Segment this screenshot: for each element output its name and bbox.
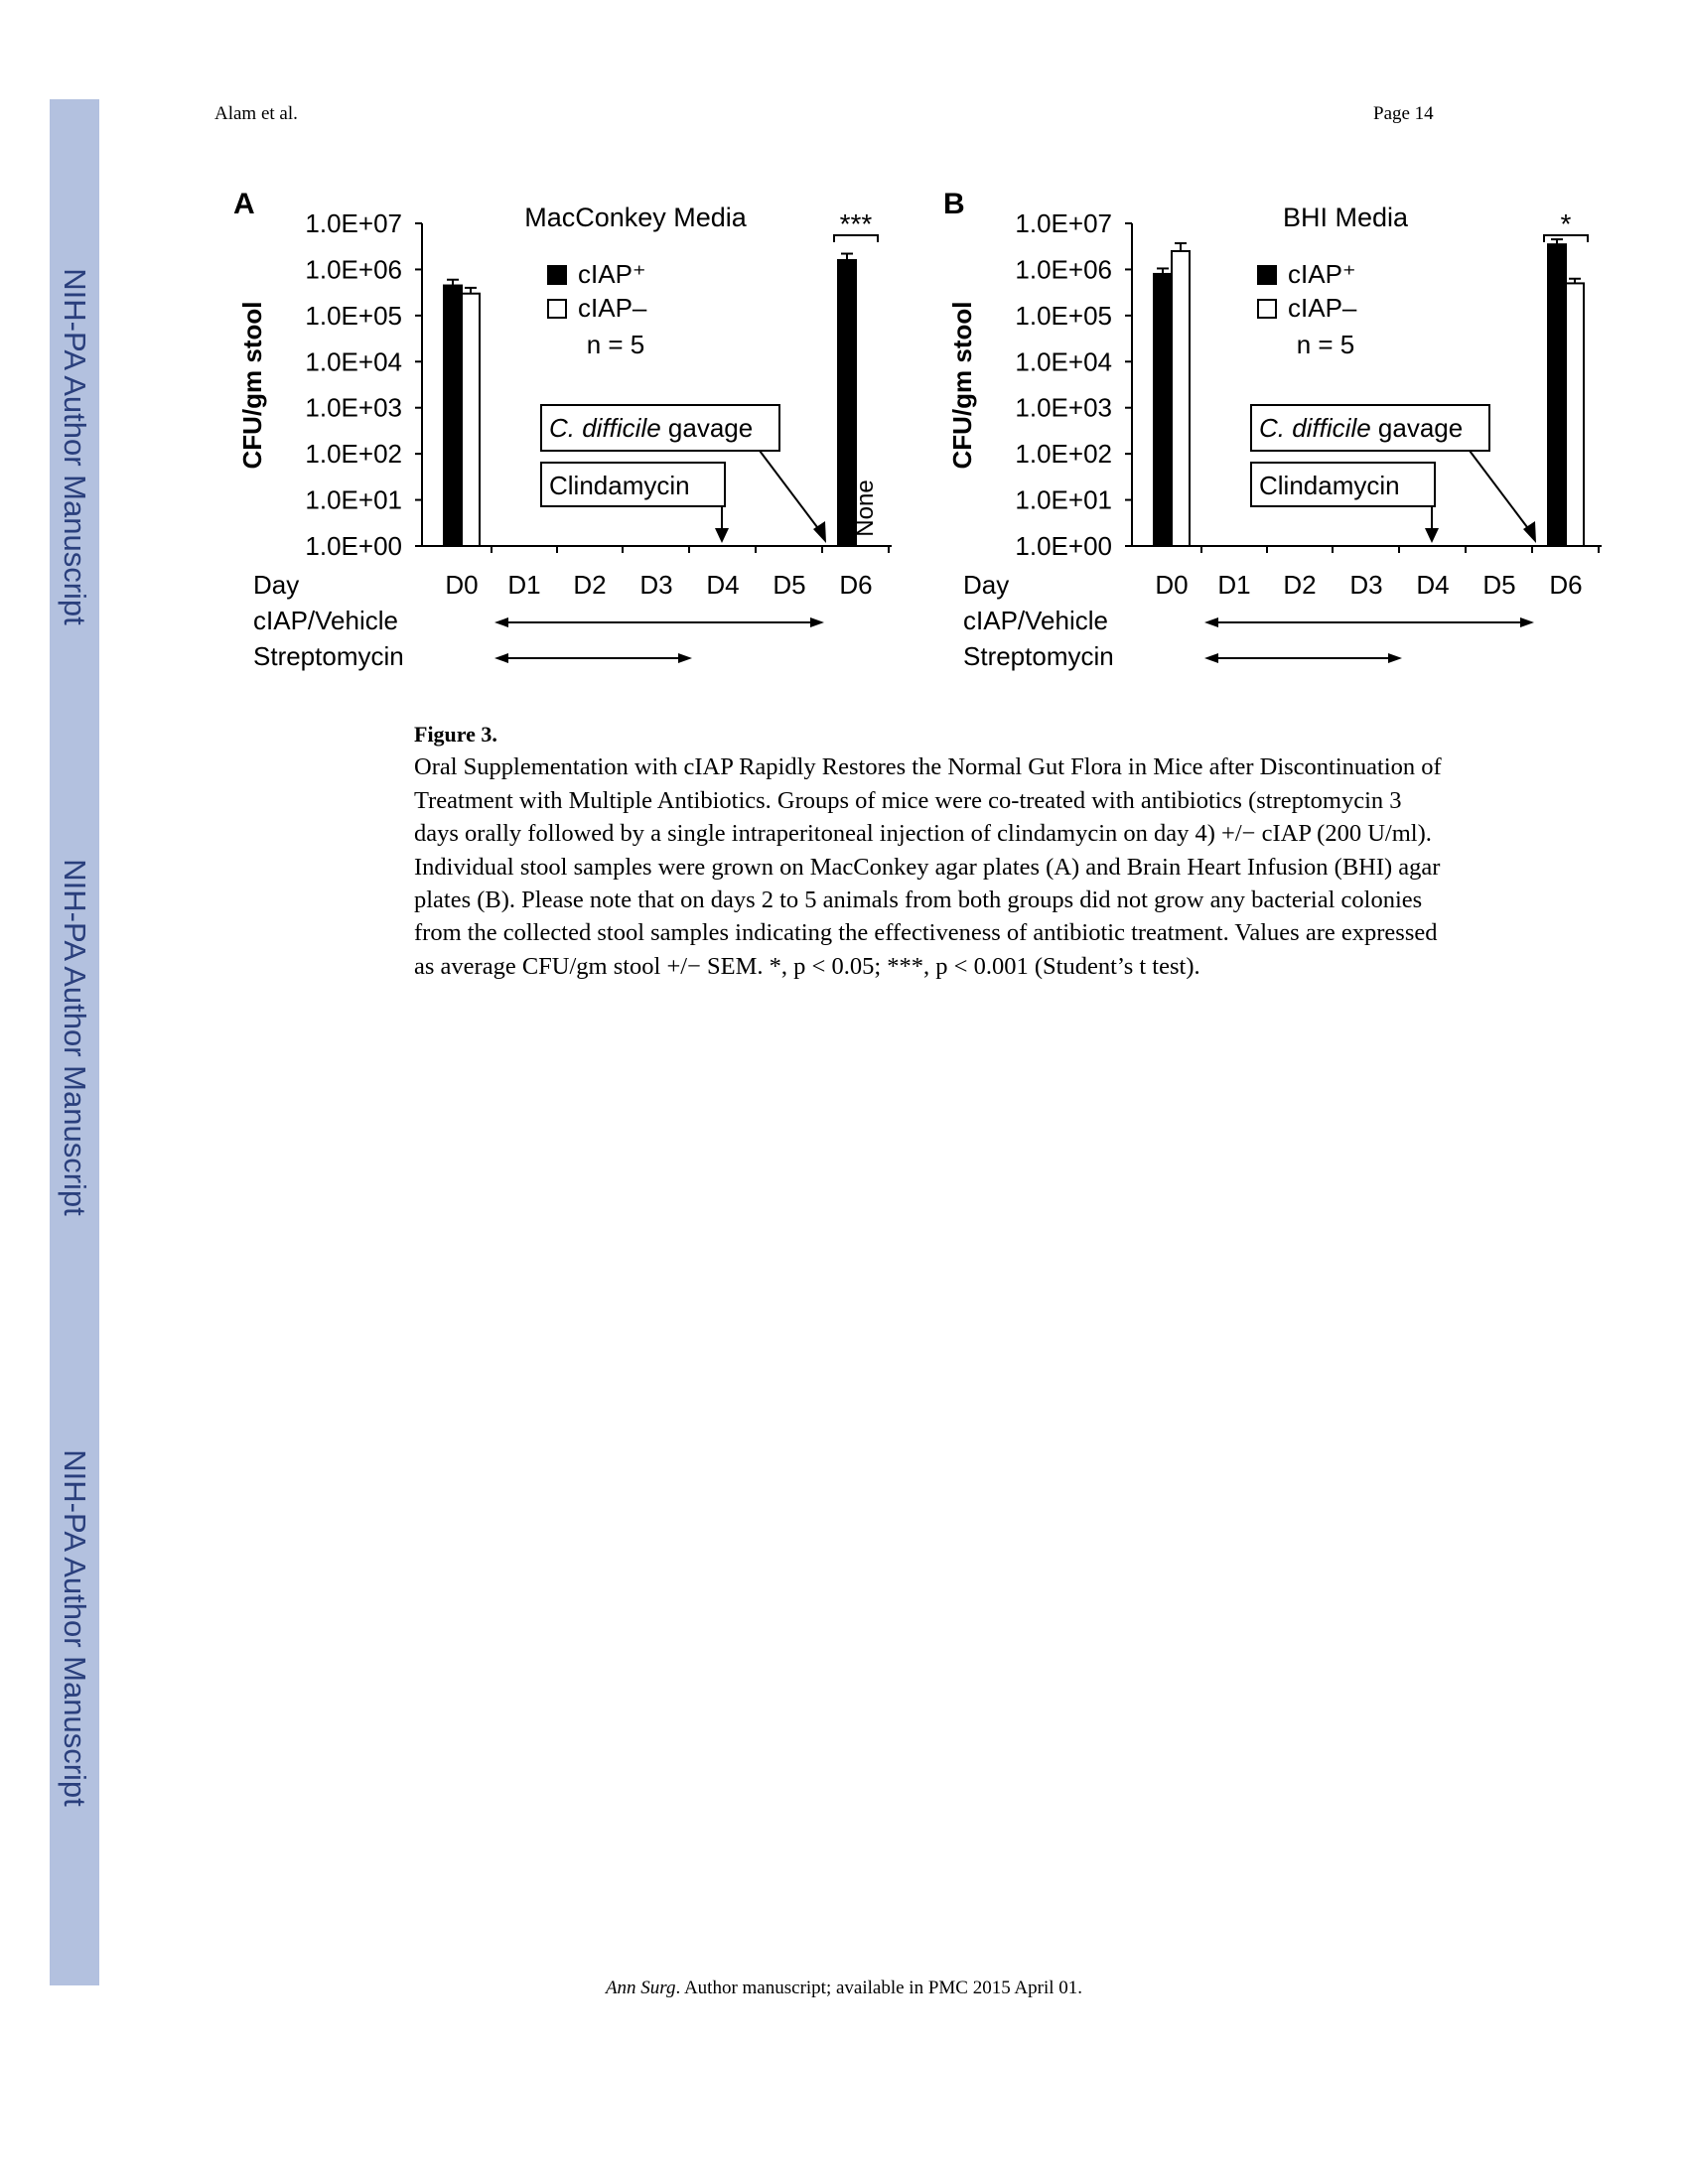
streptomycin-arrow-head-left	[1204, 653, 1218, 663]
row-label-day: Day	[253, 570, 300, 600]
page-number: Page 14	[1373, 103, 1434, 124]
y-tick-label: 1.0E+02	[305, 439, 402, 470]
legend-swatch-ciap-minus	[1258, 300, 1276, 318]
bar-ciap-plus-d0	[1154, 274, 1172, 546]
streptomycin-arrow-head-left	[494, 653, 508, 663]
clindamycin-label: Clindamycin	[1259, 471, 1400, 500]
gavage-arrow	[1470, 451, 1530, 531]
caption-text: Oral Supplementation with cIAP Rapidly Restores the Normal Gut Flora in Mice after Discontinuation of Treatment with Multiple Antibiotics. Groups of mice were co-treated with antibiotics (streptomycin 3 days orally followed by a single intraperitoneal injection of clindamycin on day 4) +/− cIAP (200 U/ml). Individual stool samples were grown on MacConkey agar plates (A) and Brain Heart Infusion (BHI) agar plates (B). Please note that on days 2 to 5 animals from both groups did not grow any bacterial colonies from the collected stool samples indicating the effectiveness of antibiotic treatment. Values are expressed as average CFU/gm stool +/− SEM. *, p < 0.05; ***, p < 0.001 (Student’s t test).	[414, 753, 1442, 980]
gavage-label	[549, 413, 753, 443]
journal-name: Ann Surg	[605, 1978, 676, 1998]
y-tick-label: 1.0E+06	[305, 254, 402, 285]
y-tick-label: 1.0E+00	[305, 531, 402, 561]
panel-a	[233, 188, 892, 671]
footer-citation	[0, 1978, 1688, 1999]
legend-label-ciap-minus: cIAP–	[578, 293, 647, 323]
clindamycin-arrow-head	[1425, 528, 1439, 543]
bar-ciap-plus-d6	[1548, 244, 1566, 546]
chart-title: MacConkey Media	[524, 203, 747, 232]
row-label-streptomycin: Streptomycin	[963, 641, 1114, 671]
gavage-word: gavage	[1370, 413, 1464, 443]
x-tick-label: D3	[639, 570, 673, 600]
ciap-vehicle-arrow-head-left	[494, 617, 508, 627]
x-tick-label: D0	[445, 570, 479, 600]
y-tick-label: 1.0E+05	[1015, 300, 1112, 331]
bar-ciap-minus-d6	[1566, 283, 1584, 546]
y-tick-label: 1.0E+03	[305, 392, 402, 423]
y-tick-label: 1.0E+06	[1015, 254, 1112, 285]
bar-ciap-minus-d0	[1172, 251, 1190, 546]
figure-caption	[414, 718, 1447, 983]
row-label-ciap-vehicle: cIAP/Vehicle	[963, 606, 1108, 635]
row-label-day: Day	[963, 570, 1010, 600]
panel-letter: A	[233, 188, 255, 220]
legend-swatch-ciap-plus	[1258, 266, 1276, 284]
x-tick-label: D5	[1482, 570, 1516, 600]
row-label-ciap-vehicle: cIAP/Vehicle	[253, 606, 398, 635]
x-tick-label: D6	[839, 570, 873, 600]
y-tick-label: 1.0E+00	[1015, 531, 1112, 561]
panel-letter: B	[943, 188, 965, 220]
y-tick-label: 1.0E+07	[305, 208, 402, 238]
ciap-vehicle-arrow-head-left	[1204, 617, 1218, 627]
x-tick-label: D4	[706, 570, 740, 600]
gavage-word: gavage	[660, 413, 754, 443]
panel-b	[943, 188, 1602, 671]
y-tick-label: 1.0E+07	[1015, 208, 1112, 238]
clindamycin-label: Clindamycin	[549, 471, 690, 500]
significance-marker: ***	[839, 208, 873, 239]
none-label: None	[852, 479, 879, 537]
y-tick-label: 1.0E+01	[1015, 484, 1112, 515]
y-tick-label: 1.0E+03	[1015, 392, 1112, 423]
legend-label-ciap-minus: cIAP–	[1288, 293, 1357, 323]
streptomycin-arrow-head-right	[1388, 653, 1402, 663]
significance-marker: *	[1560, 208, 1572, 239]
y-tick-label: 1.0E+04	[305, 346, 402, 377]
bar-ciap-plus-d0	[444, 286, 462, 546]
x-tick-label: D2	[1283, 570, 1317, 600]
gavage-arrow	[760, 451, 820, 531]
x-tick-label: D2	[573, 570, 607, 600]
streptomycin-arrow-head-right	[678, 653, 692, 663]
x-tick-label: D6	[1549, 570, 1583, 600]
sample-size-label: n = 5	[1296, 330, 1355, 359]
x-tick-label: D5	[773, 570, 806, 600]
sample-size-label: n = 5	[586, 330, 645, 359]
gavage-organism: C. difficile	[549, 413, 661, 443]
row-label-streptomycin: Streptomycin	[253, 641, 404, 671]
gavage-organism: C. difficile	[1259, 413, 1371, 443]
y-tick-label: 1.0E+04	[1015, 346, 1112, 377]
x-tick-label: D4	[1416, 570, 1450, 600]
chart-title: BHI Media	[1282, 203, 1409, 232]
caption-title: Figure 3.	[414, 722, 497, 747]
ciap-vehicle-arrow-head-right	[1520, 617, 1534, 627]
y-tick-label: 1.0E+02	[1015, 439, 1112, 470]
gavage-label	[1259, 413, 1463, 443]
x-tick-label: D0	[1155, 570, 1189, 600]
y-tick-label: 1.0E+05	[305, 300, 402, 331]
legend-swatch-ciap-minus	[548, 300, 566, 318]
legend-label-ciap-plus: cIAP⁺	[578, 259, 646, 289]
y-axis-label: CFU/gm stool	[947, 301, 977, 470]
x-tick-label: D1	[507, 570, 541, 600]
x-tick-label: D3	[1349, 570, 1383, 600]
y-tick-label: 1.0E+01	[305, 484, 402, 515]
bar-ciap-minus-d0	[462, 294, 480, 546]
legend-label-ciap-plus: cIAP⁺	[1288, 259, 1356, 289]
ciap-vehicle-arrow-head-right	[810, 617, 824, 627]
clindamycin-arrow-head	[715, 528, 729, 543]
figure-3	[228, 179, 1638, 695]
legend-swatch-ciap-plus	[548, 266, 566, 284]
x-tick-label: D1	[1217, 570, 1251, 600]
running-header-author: Alam et al.	[214, 103, 298, 124]
footer-text: . Author manuscript; available in PMC 2015 April 01.	[675, 1978, 1083, 1998]
y-axis-label: CFU/gm stool	[237, 301, 267, 470]
